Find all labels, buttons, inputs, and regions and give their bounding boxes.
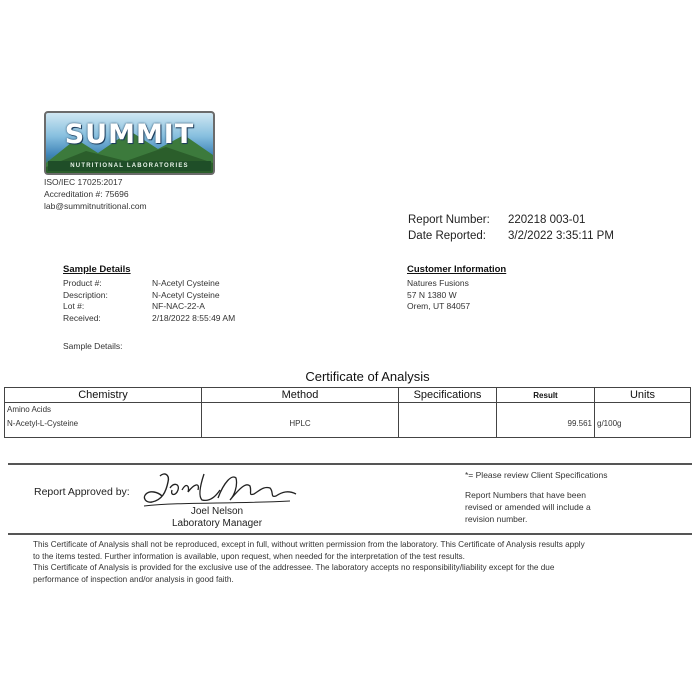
header-method: Method (202, 388, 399, 403)
analyte-group: Amino Acids (7, 405, 52, 414)
lab-info (44, 176, 147, 212)
coa-data-row (5, 403, 691, 438)
units-value: g/100g (597, 419, 622, 428)
method-cell (202, 403, 399, 438)
header-units: Units (595, 388, 691, 403)
signer-name: Joel Nelson (190, 506, 244, 517)
disclaimer-line: This Certificate of Analysis is provided for the exclusive use of the addressee. The laboratory accepts no responsibility/liability except for the due (33, 563, 555, 572)
report-number-label: Report Number: (408, 214, 490, 226)
method-value: HPLC (289, 419, 311, 428)
sample-row: Received: 2/18/2022 8:55:49 AM (63, 312, 236, 323)
coa-table (4, 387, 691, 438)
separator-line (8, 533, 692, 535)
sample-row: Description: N-Acetyl Cysteine (63, 289, 220, 300)
specifications-cell (399, 403, 497, 438)
accreditation-number: Accreditation #: 75696 (44, 189, 129, 199)
customer-line: Natures Fusions (407, 278, 469, 288)
report-meta (408, 212, 614, 244)
sample-details-title: Sample Details (63, 264, 131, 275)
signature-image (140, 468, 300, 510)
notes-block (465, 469, 665, 525)
result-cell (497, 403, 595, 438)
separator-line (8, 463, 692, 465)
iso-standard: ISO/IEC 17025:2017 (44, 177, 123, 187)
disclaimer-line: performance of inspection and/or analysis in good faith. (33, 574, 234, 584)
revision-note-line: revision number. (465, 514, 528, 524)
result-value: 99.561 (567, 419, 592, 428)
units-cell (595, 403, 691, 438)
sample-row: Lot #: NF-NAC-22-A (63, 301, 205, 311)
disclaimer (33, 539, 698, 585)
customer-line: Orem, UT 84057 (407, 301, 471, 311)
analyte-name: N-Acetyl-L-Cysteine (7, 419, 79, 428)
signer-block (150, 506, 284, 530)
sample-details (63, 264, 235, 324)
signer-title: Laboratory Manager (171, 518, 263, 529)
customer-info (407, 264, 506, 313)
disclaimer-line: to the items tested. Further information is available, upon request, when needed for the interpretation of the test results. (33, 551, 465, 561)
date-reported-value: 3/2/2022 3:35:11 PM (508, 230, 614, 242)
header-specifications: Specifications (399, 388, 497, 403)
lab-email: lab@summitnutritional.com (44, 201, 147, 211)
sample-row: Product #: N-Acetyl Cysteine (63, 278, 220, 288)
summit-logo (44, 111, 215, 175)
revision-note-line: revised or amended will include a (465, 502, 591, 512)
coa-header-row (5, 388, 691, 403)
sample-details-note-label: Sample Details: (63, 341, 123, 351)
disclaimer-line: This Certificate of Analysis shall not be reproduced, except in full, without written permission from the laboratory. This Certificate of Analysis results apply (33, 540, 585, 549)
coa-title: Certificate of Analysis (305, 369, 430, 384)
customer-info-title: Customer Information (407, 264, 507, 275)
logo-wordmark: SUMMIT (64, 119, 195, 150)
logo-subtitle: NUTRITIONAL LABORATORIES (48, 161, 211, 171)
chemistry-cell (5, 403, 202, 438)
header-chemistry: Chemistry (5, 388, 202, 403)
revision-note-line: Report Numbers that have been (465, 490, 586, 500)
approved-by-label: Report Approved by: (34, 486, 130, 498)
client-spec-note: *= Please review Client Specifications (465, 470, 608, 480)
customer-line: 57 N 1380 W (407, 289, 457, 300)
report-number-value: 220218 003-01 (508, 214, 586, 226)
date-reported-label: Date Reported: (408, 230, 486, 242)
header-result: Result (497, 388, 595, 403)
